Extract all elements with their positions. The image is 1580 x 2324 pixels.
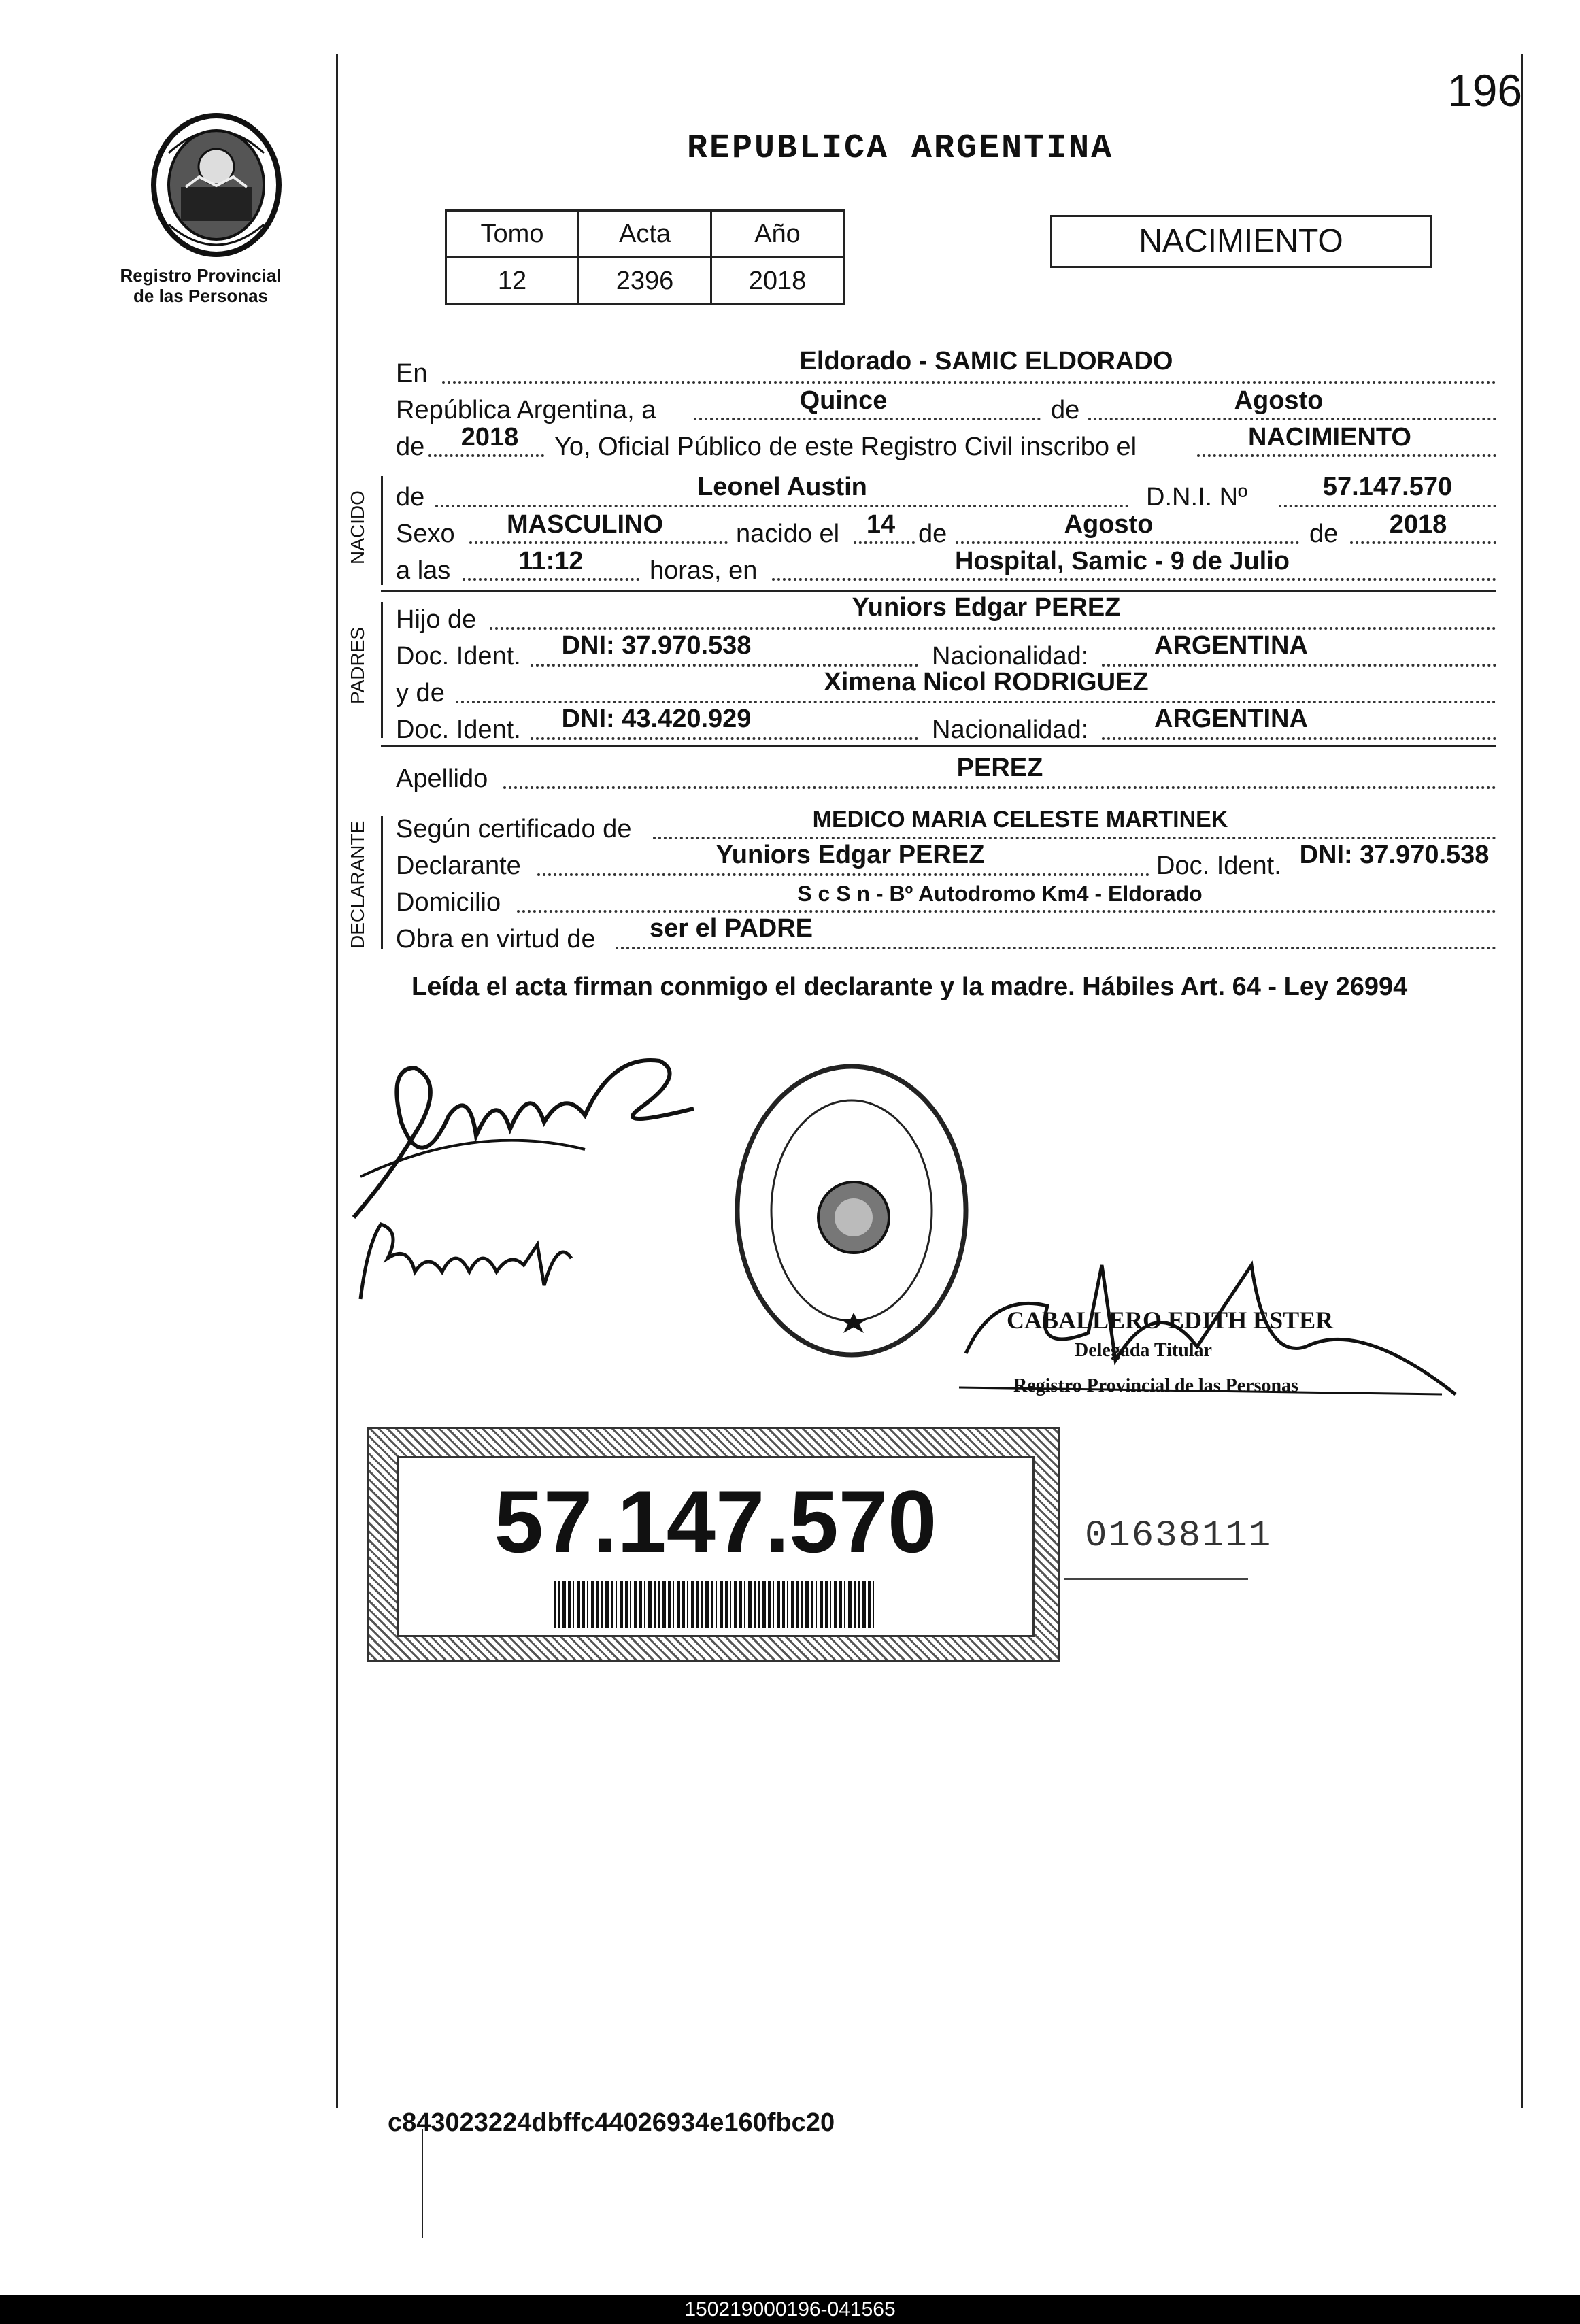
- sticker-number: 57.147.570: [494, 1472, 937, 1571]
- horas-label: horas, en: [650, 556, 758, 585]
- acta-header: Acta: [579, 211, 711, 258]
- cert-value: MEDICO MARIA CELESTE MARTINEK: [812, 807, 1228, 832]
- dotted-line: [956, 541, 1299, 544]
- dotted-line: [854, 541, 915, 544]
- hijo-de-label: Hijo de: [396, 605, 477, 634]
- declarante-bracket: [381, 816, 383, 949]
- official-office: Registro Provincial de las Personas: [1013, 1375, 1298, 1396]
- month-value: Agosto: [1234, 386, 1324, 415]
- statement-text: Yo, Oficial Público de este Registro Civil inscribo el: [554, 433, 1137, 461]
- nacido-el-label: nacido el: [736, 520, 840, 548]
- dotted-line: [435, 505, 1129, 507]
- sticker-panel: [397, 1456, 1035, 1637]
- serial-underline: [1064, 1578, 1248, 1580]
- de2-label: de: [396, 433, 425, 461]
- mother-nat-label: Nacionalidad:: [932, 715, 1089, 744]
- dom-value: S c S n - Bº Autodromo Km4 - Eldorado: [797, 881, 1203, 906]
- serial-number: 01638111: [1085, 1515, 1273, 1557]
- mother-doc: DNI: 43.420.929: [561, 705, 752, 733]
- dotted-line: [1350, 541, 1496, 544]
- nacido-bracket: [381, 476, 383, 585]
- de-label-3: de: [1309, 520, 1339, 548]
- mother-name: Ximena Nicol RODRIGUEZ: [824, 668, 1149, 696]
- decl-doc-label: Doc. Ident.: [1156, 852, 1281, 880]
- apellido-value: PEREZ: [956, 754, 1043, 782]
- right-margin-line: [1521, 54, 1523, 2108]
- padres-bracket: [381, 602, 383, 738]
- dotted-line: [456, 701, 1496, 703]
- birth-day: 14: [866, 510, 896, 539]
- father-name: Yuniors Edgar PEREZ: [852, 593, 1121, 622]
- section-divider: [381, 745, 1496, 747]
- dotted-line: [537, 873, 1149, 876]
- dotted-line: [469, 541, 728, 544]
- republica-label: República Argentina, a: [396, 396, 656, 424]
- official-name: CABALLERO EDITH ESTER: [1007, 1307, 1334, 1334]
- dotted-line: [1279, 505, 1496, 507]
- dotted-line: [442, 381, 1496, 384]
- signature-mother-icon: [354, 1204, 599, 1306]
- en-value: Eldorado - SAMIC ELDORADO: [799, 347, 1173, 375]
- dotted-line: [490, 627, 1496, 630]
- child-name: Leonel Austin: [697, 473, 867, 501]
- de-label-2: de: [918, 520, 947, 548]
- dotted-line: [517, 910, 1496, 913]
- obra-value: ser el PADRE: [649, 914, 813, 943]
- inscribo-value: NACIMIENTO: [1248, 423, 1411, 452]
- en-label: En: [396, 359, 428, 388]
- father-nat-label: Nacionalidad:: [932, 642, 1089, 671]
- nacido-section-label: NACIDO: [347, 490, 368, 565]
- left-margin-line-lower: [422, 2129, 423, 2238]
- day-value: Quince: [799, 386, 888, 415]
- mother-nat: ARGENTINA: [1154, 705, 1308, 733]
- padres-section-label: PADRES: [347, 626, 368, 704]
- birth-place: Hospital, Samic - 9 de Julio: [954, 547, 1290, 575]
- decl-value: Yuniors Edgar PEREZ: [716, 841, 985, 869]
- year-value: 2018: [460, 423, 519, 452]
- acta-value: 2396: [579, 258, 711, 305]
- provincial-coat-of-arms-icon: [148, 112, 284, 258]
- father-doc-label: Doc. Ident.: [396, 642, 521, 671]
- tomo-header: Tomo: [446, 211, 579, 258]
- dotted-line: [772, 578, 1496, 581]
- father-nat: ARGENTINA: [1154, 631, 1308, 660]
- decl-label: Declarante: [396, 852, 521, 880]
- dotted-line: [1102, 737, 1496, 740]
- page-number: 196: [1447, 65, 1523, 116]
- dotted-line: [531, 737, 918, 740]
- dotted-line: [463, 578, 639, 581]
- tomo-value: 12: [446, 258, 579, 305]
- sexo-label: Sexo: [396, 520, 455, 548]
- dotted-line: [694, 418, 1041, 420]
- dotted-line: [1088, 418, 1496, 420]
- dni-label: D.N.I. Nº: [1146, 483, 1247, 511]
- birth-time: 11:12: [518, 547, 584, 575]
- child-dni: 57.147.570: [1322, 473, 1453, 501]
- anio-header: Año: [711, 211, 844, 258]
- logo-caption: Registro Provincial de las Personas: [120, 265, 282, 306]
- dotted-line: [616, 947, 1496, 949]
- round-seal-icon: [731, 1061, 973, 1360]
- act-type-box: NACIMIENTO: [1050, 215, 1432, 268]
- y-de-label: y de: [396, 679, 445, 707]
- dotted-line: [1197, 454, 1496, 457]
- register-table: [445, 209, 845, 305]
- mother-doc-label: Doc. Ident.: [396, 715, 521, 744]
- barcode-icon: [554, 1581, 877, 1628]
- sexo-value: MASCULINO: [506, 510, 664, 539]
- birth-year: 2018: [1389, 510, 1447, 539]
- dotted-line: [503, 786, 1496, 789]
- dotted-line: [653, 837, 1496, 839]
- apellido-label: Apellido: [396, 764, 488, 793]
- de-label: de: [1051, 396, 1080, 424]
- obra-label: Obra en virtud de: [396, 925, 596, 954]
- section-divider: [381, 590, 1496, 592]
- document-hash: c843023224dbffc44026934e160fbc20: [388, 2108, 835, 2137]
- official-role: Delegada Titular: [1075, 1340, 1212, 1361]
- declarante-section-label: DECLARANTE: [347, 820, 368, 949]
- cert-label: Según certificado de: [396, 815, 632, 843]
- document-title: REPUBLICA ARGENTINA: [687, 129, 1114, 168]
- decl-doc: DNI: 37.970.538: [1299, 841, 1490, 869]
- footer-code: 150219000196-041565: [0, 2295, 1580, 2324]
- dotted-line: [428, 454, 544, 457]
- a-las-label: a las: [396, 556, 451, 585]
- closing-statement: Leída el acta firman conmigo el declarante y la madre. Hábiles Art. 64 - Ley 26994: [411, 973, 1408, 1001]
- dom-label: Domicilio: [396, 888, 501, 917]
- father-doc: DNI: 37.970.538: [561, 631, 752, 660]
- nacido-de-label: de: [396, 483, 425, 511]
- dotted-line: [531, 664, 918, 667]
- anio-value: 2018: [711, 258, 844, 305]
- signature-declarant-icon: [340, 1041, 721, 1231]
- dni-sticker: [367, 1427, 1060, 1662]
- left-margin-line: [336, 54, 338, 2108]
- birth-month: Agosto: [1064, 510, 1154, 539]
- dotted-line: [1102, 664, 1496, 667]
